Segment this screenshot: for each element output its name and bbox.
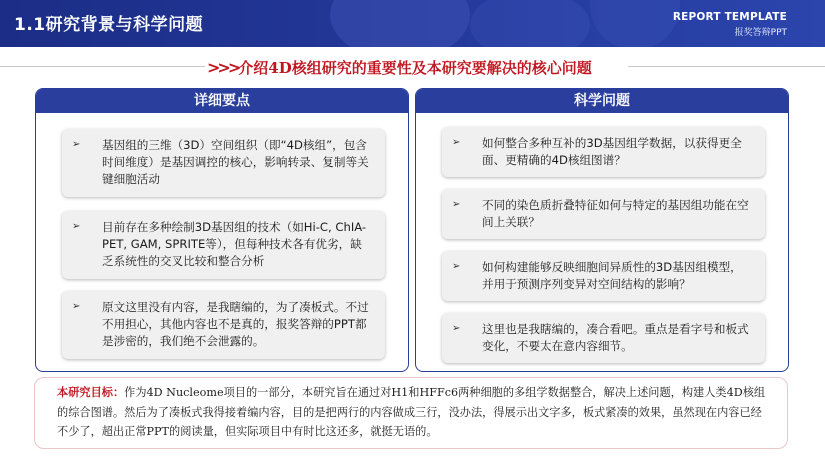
panel-title: 科学问题 bbox=[416, 89, 788, 113]
item-text: 目前存在多种绘制3D基因组的技术（如Hi-C, ChIA-PET, GAM, SPRITE等），但每种技术各有优劣，缺乏系统性的交叉比较和整合分析 bbox=[102, 220, 367, 268]
details-panel bbox=[35, 88, 409, 372]
bullet-arrow-icon: ➢ bbox=[452, 199, 461, 210]
bullet-arrow-icon: ➢ bbox=[72, 221, 81, 232]
banner-text: 介绍4D核组研究的重要性及本研究要解决的核心问题 bbox=[238, 59, 592, 77]
divider-line bbox=[0, 66, 205, 67]
decorative-shape bbox=[470, 0, 590, 47]
item-text: 不同的染色质折叠特征如何与特定的基因组功能在空间上关联？ bbox=[482, 198, 749, 229]
list-item bbox=[62, 129, 385, 197]
list-item bbox=[442, 313, 765, 363]
bullet-arrow-icon: ➢ bbox=[72, 301, 81, 312]
bullet-arrow-icon: ➢ bbox=[452, 137, 461, 148]
header-bar bbox=[0, 0, 825, 47]
list-item bbox=[442, 251, 765, 301]
item-text: 基因组的三维（3D）空间组织（即“4D核组”，包含时间维度）是基因调控的核心，影响转录、复制等关键细胞活动 bbox=[102, 138, 369, 186]
item-text: 这里也是我瞎编的，凑合看吧。重点是看字号和板式变化，不要太在意内容细节。 bbox=[482, 322, 749, 353]
goal-text: 作为4D Nucleome项目的一部分，本研究旨在通过对H1和HFFc6两种细胞的多组学数据整合，解决上述问题，构建人类4D核组的综合图谱。然后为了凑板式我得接着编内容，目的是把两行的内容做成三行，没办法，得展示出文字多，板式紧凑的效果，虽然现在内容已经不少了，超出正常PPT的阅读量，但实际项目中有时比这还多，就挺无语的。 bbox=[57, 386, 766, 438]
bullet-arrow-icon: ➢ bbox=[72, 139, 81, 150]
page-title: 1.1研究背景与科学问题 bbox=[14, 15, 204, 35]
item-text: 原文这里没有内容，是我瞎编的，为了凑板式。不过不用担心，其他内容也不是真的，报奖答辩的PPT都是涉密的，我们绝不会泄露的。 bbox=[102, 300, 369, 348]
decorative-shape bbox=[330, 0, 470, 47]
item-text: 如何构建能够反映细胞间异质性的3D基因组模型，并用于预测序列变异对空间结构的影响？ bbox=[482, 260, 742, 291]
panel-title: 详细要点 bbox=[36, 89, 408, 113]
item-text: 如何整合多种互补的3D基因组学数据，以获得更全面、更精确的4D核组图谱？ bbox=[482, 136, 742, 167]
goal-paragraph bbox=[57, 383, 769, 442]
list-item bbox=[442, 127, 765, 177]
list-item bbox=[442, 189, 765, 239]
report-template-label: REPORT TEMPLATE bbox=[672, 11, 787, 23]
science-questions-panel bbox=[415, 88, 789, 372]
goal-label: 本研究目标： bbox=[57, 385, 125, 399]
divider-line bbox=[628, 66, 825, 67]
bullet-arrow-icon: ➢ bbox=[452, 323, 461, 334]
research-goal-box bbox=[34, 377, 788, 449]
report-subtitle: 报奖答辩PPT bbox=[734, 28, 787, 38]
decorative-shape bbox=[590, 0, 680, 47]
bullet-arrow-icon: ➢ bbox=[452, 261, 461, 272]
section-banner bbox=[0, 52, 825, 82]
list-item bbox=[62, 211, 385, 279]
list-item bbox=[62, 291, 385, 359]
chevron-right-icon: >>> bbox=[207, 58, 239, 77]
